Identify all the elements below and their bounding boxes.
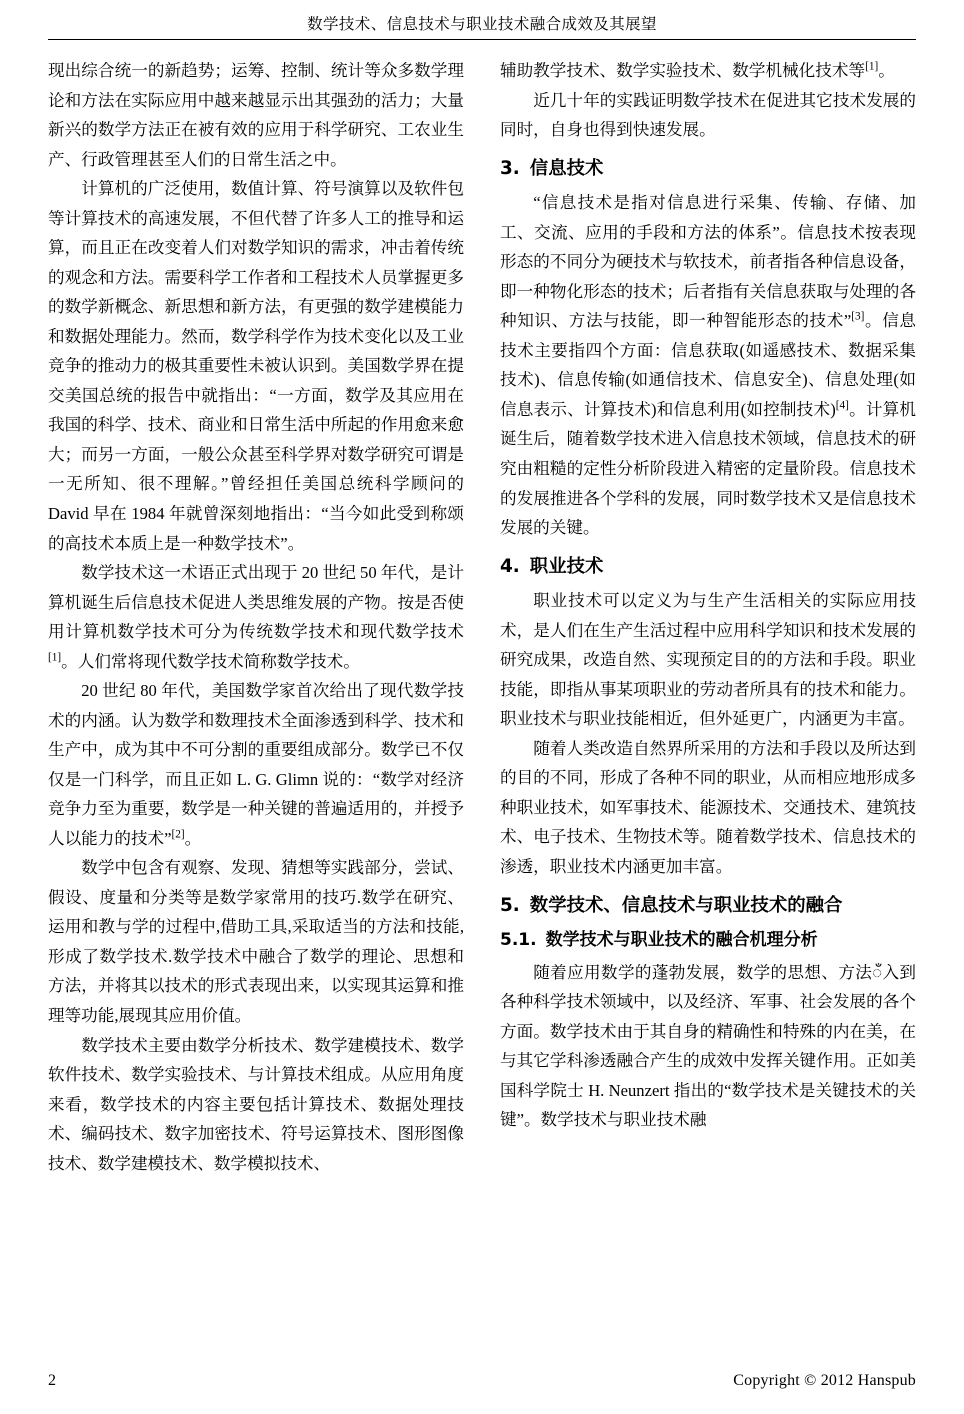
header-rule (48, 39, 916, 40)
paragraph-text-tail: 。人们常将现代数学技术简称数学技术。 (61, 651, 360, 671)
citation-ref: [4] (835, 399, 849, 412)
running-head: 数学技术、信息技术与职业技术融合成效及其展望 (307, 15, 657, 33)
paragraph-text: 辅助教学技术、数学实验技术、数学机械化技术等 (500, 61, 866, 80)
subsection-heading-5-1 (500, 928, 916, 954)
paragraph-text: 20 世纪 80 年代，美国数学家首次给出了现代数学技术的内涵。认为数学和数理技术全面渗透到科学、技术和生产中，成为其中不可分割的重要组成部分。数学已不仅仅是一门科学，而且正如 L. G. Glimn 说的：“数学对经济竞争力至为重要，数学是一种关键的普遍适用的，并授予人以能力的技术” (48, 681, 464, 848)
paragraph: 职业技术可以定义为与生产生活相关的实际应用技术，是人们在生产生活过程中应用科学知识和技术发展的研究成果，改造自然、实现预定目的的方法和手段。职业技能，即指从事某项职业的劳动者所具有的技术和能力。职业技术与职业技能相近，但外延更广，内涵更为丰富。 (500, 591, 916, 729)
subsection-title: 数学技术与职业技术的融合机理分析 (545, 930, 818, 951)
paragraph-text-tail: 。 (878, 61, 895, 80)
citation-ref: [3] (851, 310, 865, 323)
paragraph: 数学中包含有观察、发现、猜想等实践部分，尝试、假设、度量和分类等是数学家常用的技巧.数学在研究、运用和教与学的过程中,借助工具,采取适当的方法和技能,形成了数学技术.数学技术中融合了数学的理论、思想和方法，并将其以技术的形式表现出来，以实现其运算和推理等功能,展现其应用价值。 (48, 858, 464, 1025)
section-title: 职业技术 (529, 555, 604, 577)
paragraph: 数学技术主要由数学分析技术、数学建模技术、数学软件技术、数学实验技术、与计算技术组成。从应用角度来看，数学技术的内容主要包括计算技术、数据处理技术、编码技术、数字加密技术、符号运算技术、图形图像技术、数学建模技术、数学模拟技术、 (48, 1035, 464, 1173)
paragraph (48, 676, 464, 853)
paragraph: 随着人类改造自然界所采用的方法和手段以及所达到的目的不同，形成了各种不同的职业，从而相应地形成多种职业技术，如军事技术、能源技术、交通技术、建筑技术、电子技术、生物技术等。随着数学技术、信息技术的渗透，职业技术内涵更加丰富。 (500, 738, 916, 876)
page-footer (48, 1372, 916, 1390)
paragraph: 近几十年的实践证明数学技术在促进其它技术发展的同时，自身也得到快速发展。 (500, 90, 916, 140)
page-number: 2 (48, 1372, 56, 1389)
left-column (48, 56, 464, 1306)
section-title: 数学技术、信息技术与职业技术的融合 (529, 894, 843, 916)
paragraph: 随着应用数学的蓬勃发展，数学的思想、方法ँ入到各种科学技术领域中，以及经济、军事、社会发展的各个方面。数学技术由于其自身的精确性和特殊的内在美，在与其它学科渗透融合产生的成效中发挥关键作用。正如美国科学院士 H. Neunzert 指出的“数学技术是关键技术的关键”。数学技术与职业技术融 (500, 962, 916, 1130)
copyright-notice: Copyright © 2012 Hanspub (733, 1372, 916, 1389)
paragraph-text-tail: 。 (184, 828, 202, 848)
citation-ref: [1] (48, 651, 62, 664)
two-column-body (48, 56, 916, 1306)
section-heading-3 (500, 155, 916, 183)
citation-ref: [1] (865, 60, 879, 73)
paragraph (48, 558, 464, 676)
paragraph: 计算机的广泛使用，数值计算、符号演算以及软件包等计算技术的高速发展，不但代替了许多人工的推导和运算，而且正在改变着人们对数学知识的需求，冲击着传统的观念和方法。需要科学工作者和工程技术人员掌握更多的数学新概念、新思想和新方法，有更强的数学建模能力和数据处理能力。然而，数学科学作为技术变化以及工业竞争的推动力的极其重要性未被认识到。美国数学界在提交美国总统的报告中就指出：“一方面，数学及其应用在我国的科学、技术、商业和日常生活中所起的作用愈来愈大；而另一方面，一般公众甚至科学界对数学研究可谓是一无所知、很不理解。”曾经担任美国总统科学顾问的 David 早在 1984 年就曾深刻地指出：“当今如此受到称颂的高技术本质上是一种数学技术”。 (48, 179, 464, 553)
paragraph: 现出综合统一的新趋势；运筹、控制、统计等众多数学理论和方法在实际应用中越来越显示出其强劲的活力；大量新兴的数学方法正在被有效的应用于科学研究、工农业生产、行政管理甚至人们的日常生活之中。 (48, 61, 464, 169)
section-heading-5 (500, 892, 916, 920)
section-number: 5. (500, 894, 520, 916)
paragraph-text: 。信息技术主要指四个方面：信息获取(如遥感技术、数据采集技术)、信息传输(如通信技术、信息安全)、信息处理(如信息表示、计算技术)和信息利用(如控制技术) (500, 311, 916, 419)
citation-ref: [2] (171, 828, 185, 841)
section-number: 3. (500, 157, 520, 179)
paragraph (500, 188, 916, 542)
right-column (500, 56, 916, 1306)
section-heading-4 (500, 553, 916, 581)
subsection-number: 5.1. (500, 930, 537, 951)
paragraph-text: 。计算机诞生后，随着数学技术进入信息技术领域，信息技术的研究由粗糙的定性分析阶段进入精密的定量阶段。信息技术的发展推进各个学科的发展，同时数学技术又是信息技术发展的关键。 (500, 399, 917, 538)
paragraph (500, 56, 916, 86)
section-number: 4. (500, 555, 520, 577)
paragraph-text: 数学技术这一术语正式出现于 20 世纪 50 年代，是计算机诞生后信息技术促进人类思维发展的产物。按是否使用计算机数学技术可分为传统数学技术和现代数学技术 (48, 563, 464, 642)
section-title: 信息技术 (529, 157, 604, 179)
paragraph-text: “信息技术是指对信息进行采集、传输、存储、加工、交流、应用的手段和方法的体系”。信息技术按表现形态的不同分为硬技术与软技术，前者指各种信息设备，即一种物化形态的技术；后者指有关信息获取与处理的各种知识、方法与技能，即一种智能形态的技术” (500, 193, 916, 331)
